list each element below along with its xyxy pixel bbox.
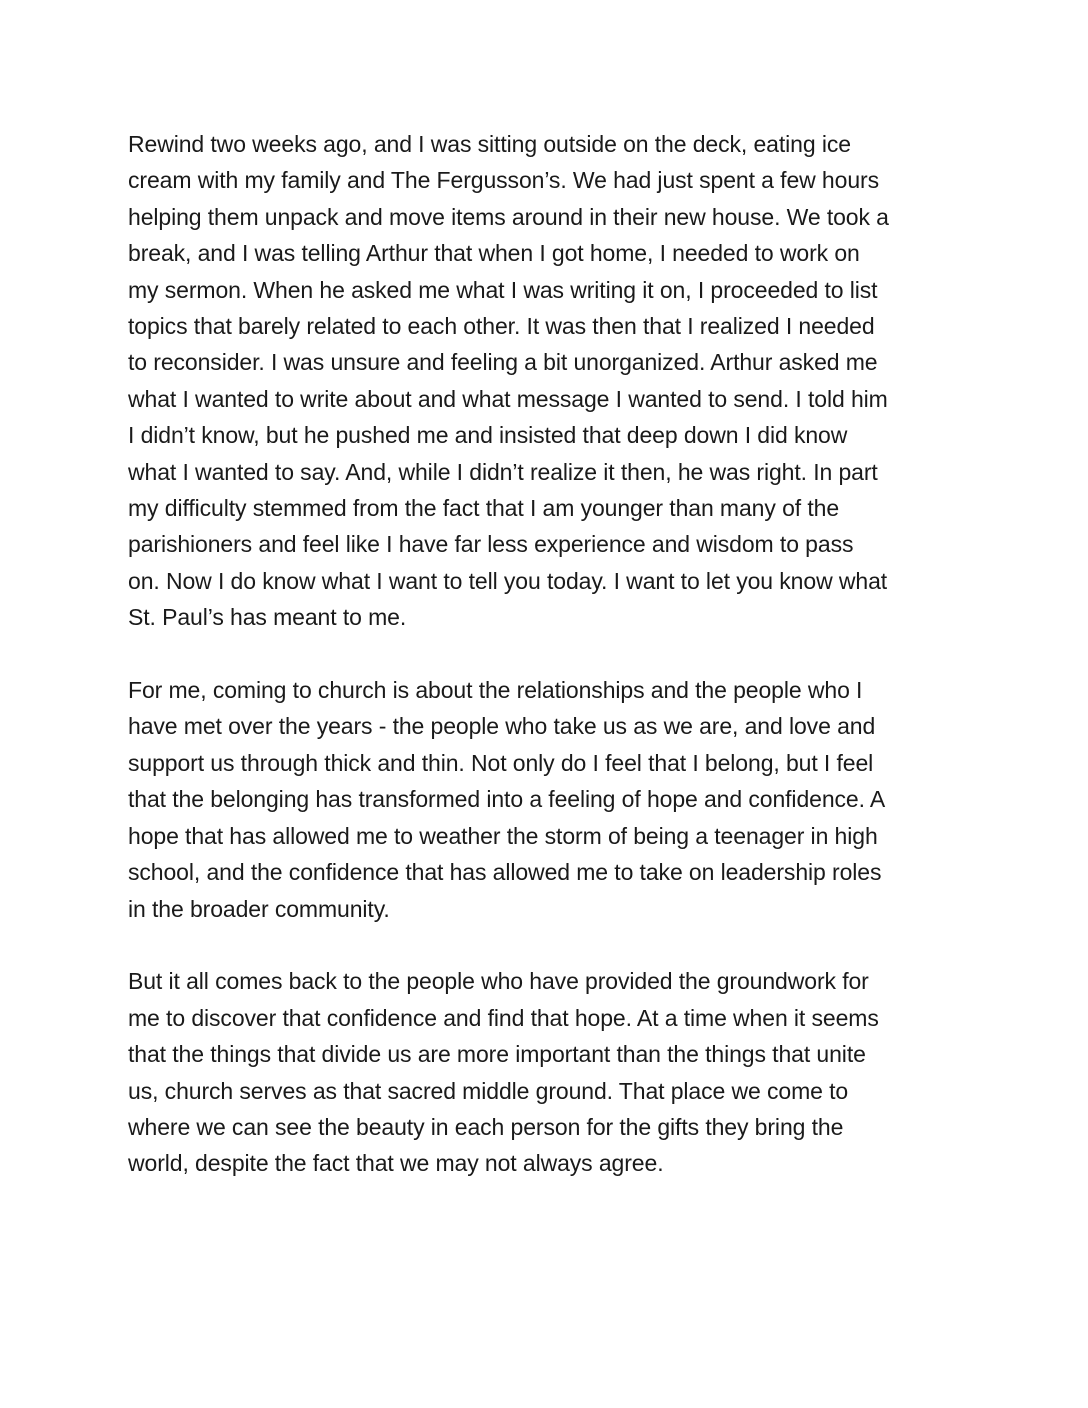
text-line: world, despite the fact that we may not always agree.	[128, 1150, 664, 1177]
text-line: what I wanted to write about and what message I wanted to send. I told him	[128, 385, 888, 412]
paragraph-2	[128, 672, 988, 927]
document-body	[128, 126, 988, 1182]
text-line: that the belonging has transformed into a feeling of hope and confidence. A	[128, 786, 886, 813]
text-line: St. Paul’s has meant to me.	[128, 604, 407, 631]
text-line: cream with my family and The Fergusson’s. We had just spent a few hours	[128, 167, 879, 194]
text-line: But it all comes back to the people who have provided the groundwork for	[128, 968, 869, 995]
text-line: parishioners and feel like I have far less experience and wisdom to pass	[128, 531, 854, 558]
text-line: my sermon. When he asked me what I was writing it on, I proceeded to list	[128, 276, 878, 303]
text-line: me to discover that confidence and find that hope. At a time when it seems	[128, 1004, 879, 1031]
text-line: topics that barely related to each other. It was then that I realized I needed	[128, 313, 875, 340]
text-line: break, and I was telling Arthur that when I got home, I needed to work on	[128, 240, 860, 267]
text-line: that the things that divide us are more important than the things that unite	[128, 1041, 866, 1068]
text-line: in the broader community.	[128, 895, 390, 922]
paragraph-3	[128, 963, 988, 1181]
paragraph-spacer	[128, 636, 988, 672]
text-line: hope that has allowed me to weather the storm of being a teenager in high	[128, 822, 878, 849]
paragraph-1	[128, 126, 988, 636]
text-line: have met over the years - the people who take us as we are, and love and	[128, 713, 876, 740]
text-line: on. Now I do know what I want to tell you today. I want to let you know what	[128, 567, 888, 594]
text-line: school, and the confidence that has allowed me to take on leadership roles	[128, 859, 882, 886]
text-line: to reconsider. I was unsure and feeling a bit unorganized. Arthur asked me	[128, 349, 878, 376]
text-line: I didn’t know, but he pushed me and insisted that deep down I did know	[128, 422, 848, 449]
text-line: my difficulty stemmed from the fact that I am younger than many of the	[128, 495, 840, 522]
paragraph-spacer	[128, 927, 988, 963]
text-line: Rewind two weeks ago, and I was sitting outside on the deck, eating ice	[128, 131, 851, 157]
text-line: For me, coming to church is about the relationships and the people who I	[128, 677, 863, 704]
text-line: helping them unpack and move items around in their new house. We took a	[128, 203, 889, 230]
text-line: support us through thick and thin. Not only do I feel that I belong, but I feel	[128, 749, 874, 776]
text-line: where we can see the beauty in each person for the gifts they bring the	[128, 1113, 844, 1140]
text-line: us, church serves as that sacred middle ground. That place we come to	[128, 1077, 849, 1104]
text-line: what I wanted to say. And, while I didn’t realize it then, he was right. In part	[128, 458, 878, 485]
